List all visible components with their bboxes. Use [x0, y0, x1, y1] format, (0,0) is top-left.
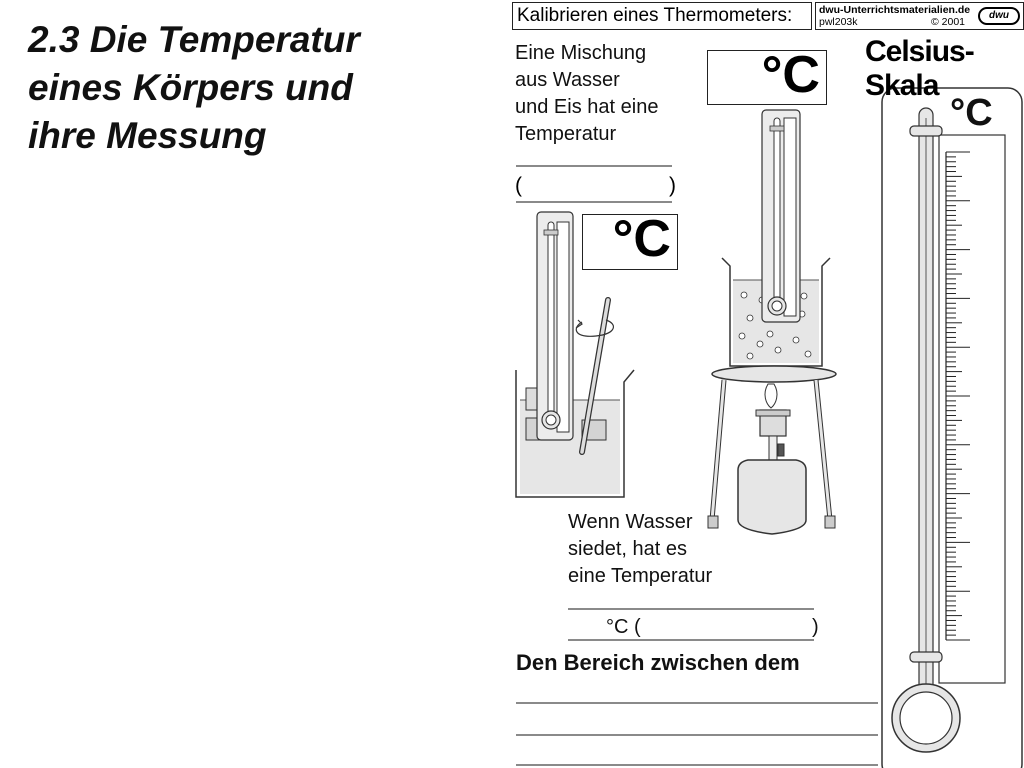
ice-box-unit: °C [612, 210, 671, 268]
range-description: Den Bereich zwischen dem [516, 650, 800, 675]
boil-unit-line: °C ( [606, 616, 641, 638]
scale-unit-label: °C [950, 92, 993, 134]
copyright: © 2001 [931, 16, 966, 28]
ice-paren-open: ( [515, 174, 522, 197]
source-code: pwl203k [819, 16, 858, 28]
ice-description [515, 40, 658, 148]
boil-line-1: Wenn Wasser [568, 511, 693, 533]
boil-temperature-box[interactable] [707, 46, 827, 105]
worksheet-header-title: Kalibrieren eines Thermometers: [512, 2, 812, 30]
worksheet-source-box [815, 2, 1024, 30]
boil-box-unit: °C [761, 46, 820, 104]
slide-title-line-2: eines Körpers und [28, 67, 353, 108]
slide-title-line-1: 2.3 Die Temperatur [28, 19, 360, 60]
ice-line-3: und Eis hat eine [515, 96, 659, 118]
ice-line-1: Eine Mischung [515, 42, 647, 64]
ice-temperature-box[interactable] [582, 210, 678, 270]
worksheet [512, 0, 1024, 768]
boil-line-3: eine Temperatur [568, 565, 713, 587]
boil-description [568, 509, 712, 590]
slide-title [28, 16, 448, 160]
boil-line-2: siedet, hat es [568, 538, 687, 560]
celsius-scale-thermometer [882, 88, 1022, 768]
scale-title: Celsius-Skala [865, 35, 974, 102]
dwu-logo: dwu [978, 7, 1020, 25]
ice-line-4: Temperatur [515, 123, 617, 145]
ice-line-2: aus Wasser [515, 69, 620, 91]
slide-title-line-3: ihre Messung [28, 115, 267, 156]
boiling-setup [708, 110, 836, 534]
boil-paren-close: ) [812, 616, 819, 638]
source-site: dwu-Unterrichtsmaterialien.de [819, 4, 971, 16]
ice-paren-close: ) [669, 174, 676, 197]
